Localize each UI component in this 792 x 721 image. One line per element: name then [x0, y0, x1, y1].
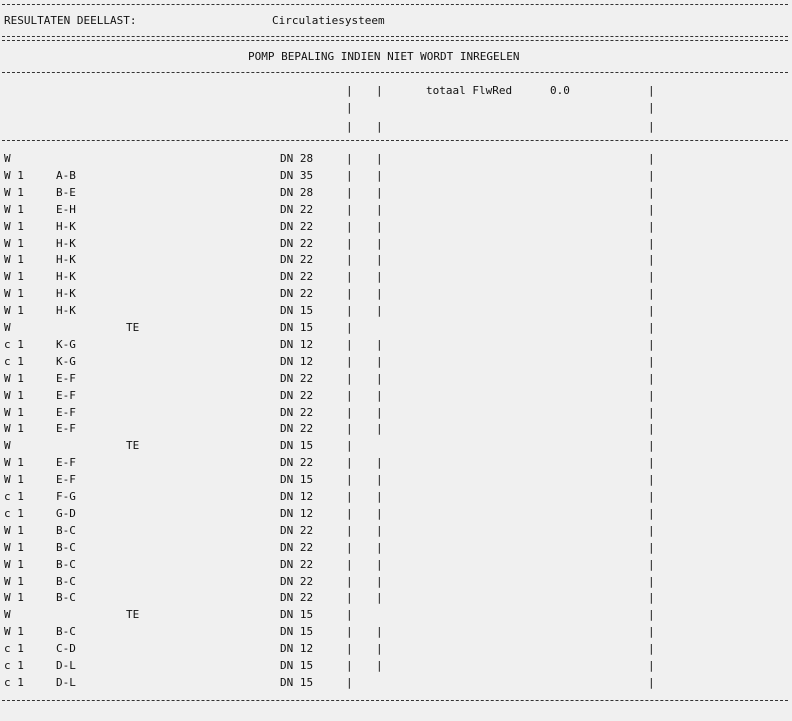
row-type: W 1: [4, 253, 24, 267]
col-divider: |: [648, 473, 655, 487]
row-type: W: [4, 608, 11, 622]
col-divider: |: [346, 236, 353, 250]
col-divider: |: [648, 253, 655, 267]
row-type: W 1: [4, 405, 24, 419]
col-divider: |: [648, 557, 655, 571]
col-divider: |: [648, 405, 655, 419]
row-type: W 1: [4, 557, 24, 571]
col-divider: |: [346, 422, 353, 436]
totaal-value: 0.0: [550, 84, 570, 97]
row-diam: DN 28: [280, 152, 314, 165]
row-diam: DN 22: [280, 422, 314, 436]
col-divider: |: [648, 456, 655, 470]
row-type: W 1: [4, 540, 24, 554]
col-divider: |: [346, 185, 353, 199]
col-divider: |: [648, 388, 655, 402]
col-divider: |: [346, 675, 353, 689]
row-tap: TE: [126, 439, 140, 453]
col-divider: |: [648, 270, 655, 284]
row-diam: DN 22: [280, 219, 314, 233]
separator: [2, 36, 788, 37]
row-naam: H-K: [56, 304, 76, 318]
col-divider: |: [346, 287, 353, 301]
col-divider: |: [346, 120, 353, 133]
col-divider: |: [648, 168, 655, 182]
row-diam: DN 22: [280, 287, 314, 301]
row-diam: DN 15: [280, 321, 314, 334]
col-divider: |: [376, 152, 383, 165]
col-divider: |: [648, 439, 655, 453]
row-diam: DN 22: [280, 591, 314, 605]
row-naam: B-C: [56, 557, 76, 571]
row-naam: E-F: [56, 456, 76, 470]
row-type: W 1: [4, 523, 24, 537]
col-divider: |: [648, 185, 655, 199]
row-type: W 1: [4, 219, 24, 233]
col-divider: |: [346, 540, 353, 554]
col-divider: |: [648, 574, 655, 588]
row-type: c 1: [4, 337, 24, 351]
col-divider: |: [376, 456, 383, 470]
col-divider: |: [648, 523, 655, 537]
separator: [2, 4, 788, 5]
row-naam: H-K: [56, 270, 76, 284]
row-type: c 1: [4, 675, 24, 689]
col-divider: |: [376, 540, 383, 554]
col-divider: |: [648, 304, 655, 318]
col-divider: |: [346, 371, 353, 385]
row-naam: D-L: [56, 659, 76, 672]
row-naam: H-K: [56, 253, 76, 267]
col-divider: |: [648, 219, 655, 233]
row-naam: H-K: [56, 287, 76, 301]
row-diam: DN 12: [280, 354, 314, 368]
row-naam: H-K: [56, 219, 76, 233]
row-type: W 1: [4, 287, 24, 301]
row-naam: E-F: [56, 473, 76, 487]
row-diam: DN 12: [280, 337, 314, 351]
row-naam: K-G: [56, 354, 76, 368]
col-divider: |: [648, 287, 655, 301]
col-divider: |: [648, 422, 655, 436]
row-diam: DN 15: [280, 473, 314, 487]
subtitle-row: [4, 48, 520, 65]
col-divider: |: [346, 557, 353, 571]
row-naam: F-G: [56, 490, 76, 503]
col-divider: |: [376, 473, 383, 487]
col-divider: |: [376, 270, 383, 284]
row-naam: E-F: [56, 422, 76, 436]
row-diam: DN 22: [280, 236, 314, 250]
col-divider: |: [346, 439, 353, 453]
row-diam: DN 22: [280, 574, 314, 588]
col-divider: |: [376, 659, 383, 672]
title-row: [4, 12, 385, 29]
col-divider: |: [648, 625, 655, 639]
row-type: W 1: [4, 168, 24, 182]
col-divider: |: [376, 185, 383, 199]
col-divider: |: [346, 253, 353, 267]
row-diam: DN 12: [280, 506, 314, 520]
col-divider: |: [376, 388, 383, 402]
col-divider: |: [376, 287, 383, 301]
col-divider: |: [648, 120, 655, 133]
row-type: W 1: [4, 625, 24, 639]
col-divider: |: [376, 371, 383, 385]
row-type: W: [4, 152, 11, 165]
row-diam: DN 15: [280, 439, 314, 453]
row-diam: DN 22: [280, 253, 314, 267]
row-type: c 1: [4, 659, 24, 672]
row-diam: DN 22: [280, 523, 314, 537]
row-type: W 1: [4, 422, 24, 436]
col-divider: |: [346, 456, 353, 470]
row-tap: TE: [126, 321, 140, 334]
col-divider: |: [346, 337, 353, 351]
row-diam: DN 12: [280, 642, 314, 656]
row-naam: C-D: [56, 642, 76, 656]
row-tap: TE: [126, 608, 140, 622]
col-divider: |: [648, 321, 655, 334]
row-diam: DN 22: [280, 405, 314, 419]
col-divider: |: [346, 473, 353, 487]
col-divider: |: [648, 236, 655, 250]
row-naam: B-C: [56, 523, 76, 537]
row-naam: E-F: [56, 405, 76, 419]
row-naam: E-H: [56, 202, 76, 216]
row-type: W 1: [4, 202, 24, 216]
row-type: W 1: [4, 473, 24, 487]
row-diam: DN 35: [280, 168, 314, 182]
col-divider: |: [648, 675, 655, 689]
col-divider: |: [648, 506, 655, 520]
col-divider: |: [346, 574, 353, 588]
col-divider: |: [346, 659, 353, 672]
col-divider: |: [346, 490, 353, 503]
col-divider: |: [648, 354, 655, 368]
row-diam: DN 15: [280, 304, 314, 318]
row-naam: K-G: [56, 337, 76, 351]
row-type: W 1: [4, 574, 24, 588]
col-divider: |: [376, 304, 383, 318]
col-divider: |: [648, 591, 655, 605]
col-divider: |: [346, 152, 353, 165]
row-type: W 1: [4, 591, 24, 605]
col-divider: |: [346, 304, 353, 318]
col-divider: |: [376, 557, 383, 571]
row-type: W 1: [4, 270, 24, 284]
row-naam: A-B: [56, 168, 76, 182]
row-naam: B-C: [56, 540, 76, 554]
separator: [2, 140, 788, 141]
row-naam: B-E: [56, 185, 76, 199]
row-diam: DN 22: [280, 202, 314, 216]
col-divider: |: [648, 371, 655, 385]
col-divider: |: [346, 101, 353, 114]
col-divider: |: [346, 202, 353, 216]
totaal-label: totaal FlwRed: [426, 84, 513, 97]
row-diam: DN 15: [280, 659, 314, 672]
col-divider: |: [346, 608, 353, 622]
row-diam: DN 28: [280, 185, 314, 199]
subtitle: POMP BEPALING INDIEN NIET WORDT INREGELEN: [248, 50, 520, 63]
row-naam: E-F: [56, 371, 76, 385]
row-diam: DN 22: [280, 456, 314, 470]
row-diam: DN 22: [280, 270, 314, 284]
col-divider: |: [346, 270, 353, 284]
row-diam: DN 15: [280, 625, 314, 639]
row-type: W 1: [4, 388, 24, 402]
col-divider: |: [346, 405, 353, 419]
row-diam: DN 12: [280, 490, 314, 503]
col-divider: |: [648, 642, 655, 656]
col-divider: |: [346, 591, 353, 605]
col-divider: |: [346, 625, 353, 639]
row-diam: DN 22: [280, 540, 314, 554]
system-name: Circulatiesysteem: [272, 14, 385, 27]
col-divider: |: [376, 236, 383, 250]
col-divider: |: [376, 253, 383, 267]
row-diam: DN 22: [280, 388, 314, 402]
col-divider: |: [376, 574, 383, 588]
separator: [2, 72, 788, 73]
col-divider: |: [648, 659, 655, 672]
col-divider: |: [648, 608, 655, 622]
row-type: c 1: [4, 490, 24, 503]
row-diam: DN 22: [280, 371, 314, 385]
col-divider: |: [376, 490, 383, 503]
report-title: RESULTATEN DEELLAST:: [4, 14, 137, 27]
col-divider: |: [346, 354, 353, 368]
col-divider: |: [376, 523, 383, 537]
row-naam: B-C: [56, 591, 76, 605]
col-divider: |: [648, 202, 655, 216]
row-naam: G-D: [56, 506, 76, 520]
row-type: W: [4, 321, 11, 334]
col-divider: |: [346, 523, 353, 537]
row-type: W 1: [4, 304, 24, 318]
col-divider: |: [346, 388, 353, 402]
row-naam: E-F: [56, 388, 76, 402]
col-divider: |: [346, 642, 353, 656]
col-divider: |: [648, 101, 655, 114]
separator: [2, 40, 788, 41]
col-divider: |: [648, 152, 655, 165]
col-divider: |: [376, 219, 383, 233]
separator: [2, 700, 788, 701]
row-type: c 1: [4, 642, 24, 656]
row-type: W: [4, 439, 11, 453]
row-diam: DN 22: [280, 557, 314, 571]
totaal-row: | | totaal FlwRed 0.0 |: [346, 84, 655, 97]
row-diam: DN 15: [280, 608, 314, 622]
col-divider: |: [376, 405, 383, 419]
col-divider: |: [648, 337, 655, 351]
col-divider: |: [648, 490, 655, 503]
col-divider: |: [346, 506, 353, 520]
row-type: W 1: [4, 185, 24, 199]
col-divider: |: [346, 168, 353, 182]
col-divider: |: [376, 168, 383, 182]
row-type: c 1: [4, 506, 24, 520]
col-divider: |: [346, 219, 353, 233]
row-type: c 1: [4, 354, 24, 368]
row-naam: B-C: [56, 574, 76, 588]
col-divider: |: [648, 540, 655, 554]
row-naam: D-L: [56, 675, 76, 689]
row-diam: DN 15: [280, 675, 314, 689]
col-divider: |: [376, 506, 383, 520]
row-type: W 1: [4, 236, 24, 250]
col-divider: |: [376, 354, 383, 368]
col-divider: |: [376, 591, 383, 605]
col-divider: |: [376, 642, 383, 656]
row-naam: H-K: [56, 236, 76, 250]
row-type: W 1: [4, 371, 24, 385]
col-divider: |: [376, 422, 383, 436]
col-divider: |: [346, 321, 353, 334]
row-naam: B-C: [56, 625, 76, 639]
row-type: W 1: [4, 456, 24, 470]
col-divider: |: [376, 202, 383, 216]
col-divider: |: [376, 120, 383, 133]
col-divider: |: [376, 337, 383, 351]
col-divider: |: [376, 625, 383, 639]
